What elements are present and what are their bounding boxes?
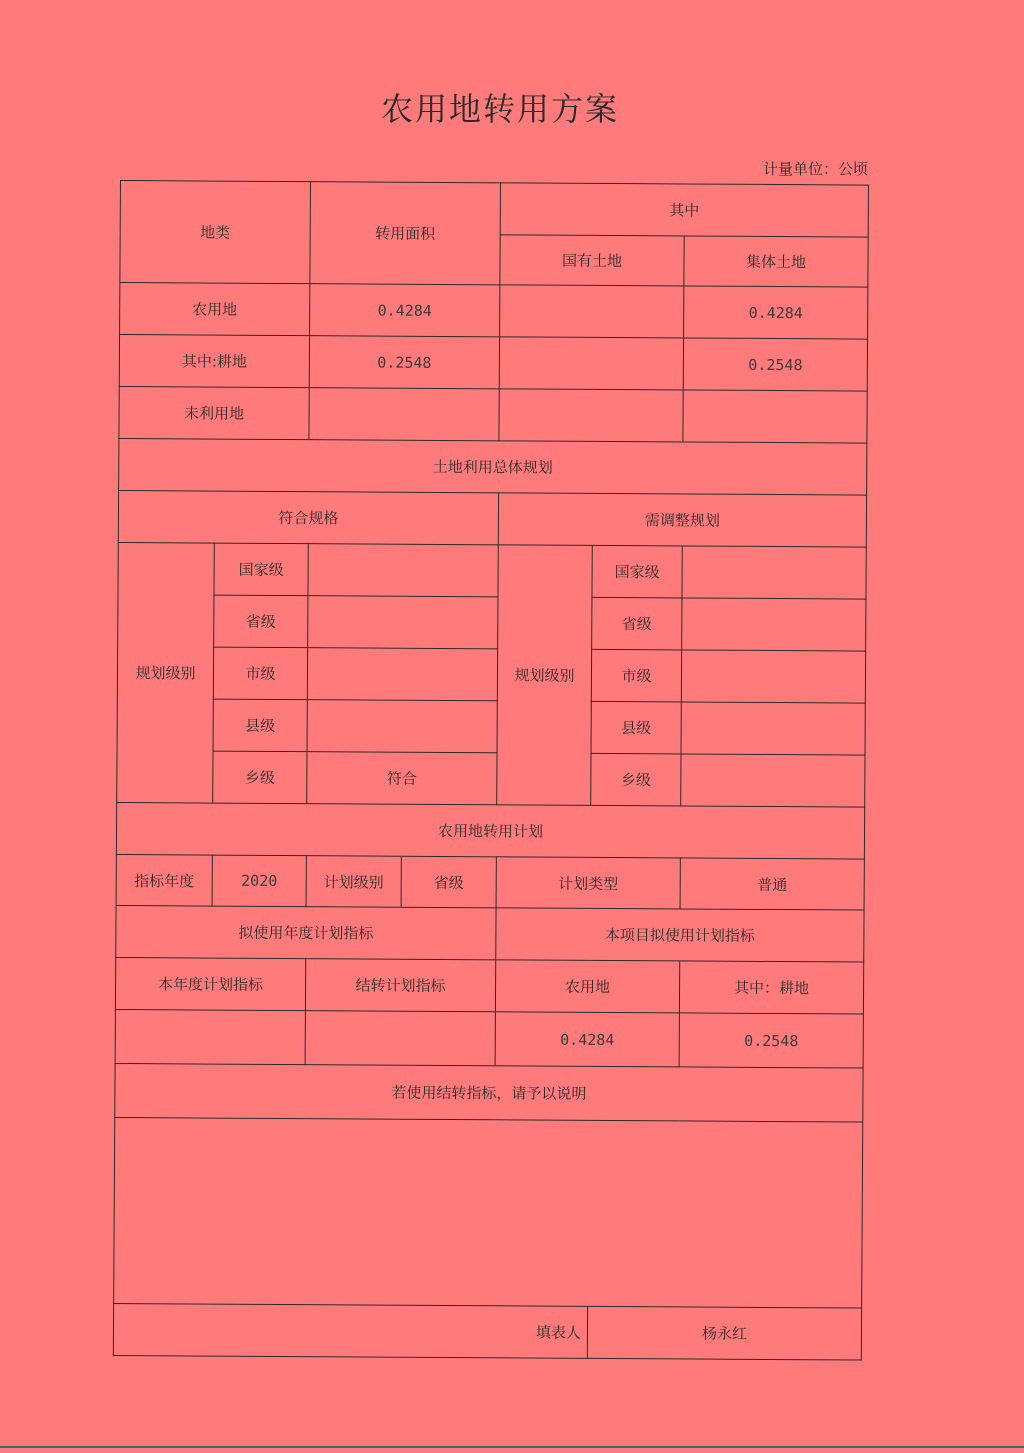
conform-header: 符合规格 xyxy=(118,490,498,544)
plan-level-name: 省级 xyxy=(592,597,682,650)
conform-level-value xyxy=(307,700,497,753)
annual-index-header: 拟使用年度计划指标 xyxy=(116,905,496,959)
land-row-state xyxy=(499,337,683,390)
filler-label: 填表人 xyxy=(113,1303,587,1358)
land-row-area xyxy=(309,388,499,441)
land-row-state xyxy=(499,389,683,442)
conform-level-value xyxy=(308,596,498,649)
project-farmland-label: 农用地 xyxy=(495,960,679,1013)
plan-level-name: 乡级 xyxy=(213,751,307,804)
plan-level-label: 计划级别 xyxy=(307,856,402,907)
year-label: 指标年度 xyxy=(116,854,212,906)
plan-level-name: 市级 xyxy=(591,649,681,702)
conform-level-label: 规划级别 xyxy=(117,542,215,803)
collective-land-header: 集体土地 xyxy=(684,236,868,287)
conversion-form-table xyxy=(113,180,869,1361)
land-row-collective xyxy=(683,390,867,443)
plan-type-label: 计划类型 xyxy=(496,857,680,909)
adjust-level-value xyxy=(681,702,865,755)
conform-level-value xyxy=(307,648,497,701)
document-title: 农用地转用方案 xyxy=(380,90,619,128)
among-header: 其中 xyxy=(500,183,868,237)
plan-level-name: 市级 xyxy=(213,647,307,700)
adjust-level-value xyxy=(681,650,865,703)
plan-level-name: 乡级 xyxy=(591,753,681,806)
plan-level-name: 省级 xyxy=(214,595,308,648)
conversion-section-header: 农用地转用计划 xyxy=(116,802,864,859)
current-year-index-value xyxy=(115,1009,305,1064)
carry-over-index-label: 结转计划指标 xyxy=(305,959,495,1012)
land-row-collective: 0.4284 xyxy=(684,286,868,339)
adjust-level-value xyxy=(681,754,865,807)
land-row-area: 0.4284 xyxy=(310,284,500,337)
land-row-collective: 0.2548 xyxy=(683,338,867,391)
adjust-level-value xyxy=(682,598,866,651)
project-arable-value: 0.2548 xyxy=(679,1013,863,1068)
year-value: 2020 xyxy=(212,855,306,907)
plan-level-name: 国家级 xyxy=(592,545,682,598)
state-land-header: 国有土地 xyxy=(500,235,684,286)
land-row-state xyxy=(500,285,684,338)
land-row-label: 其中:耕地 xyxy=(119,335,309,388)
project-farmland-value: 0.4284 xyxy=(495,1012,679,1067)
conform-level-value xyxy=(308,544,498,597)
plan-level-name: 县级 xyxy=(213,699,307,752)
adjust-level-value xyxy=(682,546,866,599)
carry-over-note-header: 若使用结转指标，请予以说明 xyxy=(115,1063,863,1122)
plan-level-value: 省级 xyxy=(433,873,464,892)
plan-level-name: 县级 xyxy=(591,701,681,754)
project-arable-label: 其中：耕地 xyxy=(679,961,863,1014)
adjust-level-label: 规划级别 xyxy=(497,545,593,806)
project-index-header: 本项目拟使用计划指标 xyxy=(496,908,864,962)
measurement-unit: 计量单位：公顷 xyxy=(762,160,868,178)
land-type-header: 地类 xyxy=(120,181,311,284)
adjust-header: 需调整规划 xyxy=(498,493,866,547)
area-header: 转用面积 xyxy=(310,182,501,285)
current-year-index-label: 本年度计划指标 xyxy=(115,957,305,1010)
carry-over-note-body xyxy=(114,1117,863,1308)
land-row-label: 农用地 xyxy=(120,283,310,336)
plan-type-value: 普通 xyxy=(680,858,864,910)
land-row-area: 0.2548 xyxy=(309,336,499,389)
filler-name: 杨永红 xyxy=(587,1306,861,1360)
plan-level-subtable xyxy=(307,856,496,907)
carry-over-index-value xyxy=(305,1011,495,1066)
conform-level-value: 符合 xyxy=(307,752,497,805)
land-row-label: 未利用地 xyxy=(119,386,309,439)
bottom-border xyxy=(0,1446,1024,1448)
plan-section-header: 土地利用总体规划 xyxy=(119,438,867,495)
plan-level-name: 国家级 xyxy=(214,543,308,596)
